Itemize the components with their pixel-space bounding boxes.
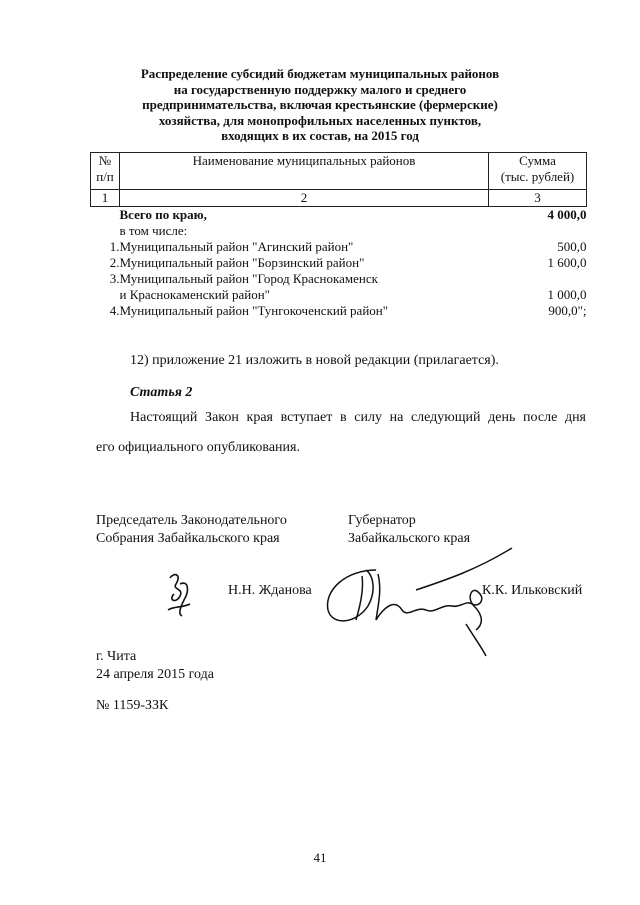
title-line: Распределение субсидий бюджетам муниципальных районов bbox=[140, 66, 500, 81]
table-row bbox=[91, 255, 587, 271]
date: 24 апреля 2015 года bbox=[96, 667, 214, 682]
total-label: Всего по краю, bbox=[119, 207, 207, 222]
column-number: 2 bbox=[120, 190, 489, 207]
row-sum: 1 000,0 bbox=[547, 287, 587, 302]
article-text-line: его официального опубликования. bbox=[96, 440, 300, 455]
table-header-row bbox=[91, 153, 587, 190]
header-number: № п/п bbox=[91, 153, 120, 190]
header-name: Наименование муниципальных районов bbox=[120, 153, 489, 190]
title-line: на государственную поддержку малого и среднего bbox=[173, 81, 467, 97]
row-number: 3. bbox=[109, 271, 120, 286]
row-sum: 900,0"; bbox=[548, 303, 587, 318]
header-sum: Сумма (тыс. рублей) bbox=[489, 153, 587, 190]
document-title bbox=[110, 66, 530, 144]
place: г. Чита bbox=[96, 649, 137, 664]
row-sum: 1 600,0 bbox=[547, 255, 587, 270]
title-line: хозяйства, для монопрофильных населенных пунктов, bbox=[158, 112, 482, 128]
governor-signature bbox=[316, 540, 526, 660]
total-value: 4 000,0 bbox=[547, 207, 587, 222]
row-number: 4. bbox=[109, 303, 120, 318]
table-row bbox=[91, 271, 587, 303]
chair-signature bbox=[160, 570, 200, 620]
total-row bbox=[91, 207, 587, 224]
row-number: 1. bbox=[109, 239, 120, 254]
chair-title: Председатель Законодательного Собрания Забайкальского края bbox=[96, 513, 287, 546]
distribution-table bbox=[90, 152, 587, 319]
governor-title: Губернатор Забайкальского края bbox=[348, 513, 471, 546]
chair-name: Н.Н. Жданова bbox=[228, 583, 312, 598]
row-number: 2. bbox=[109, 255, 120, 270]
row-sum: 500,0 bbox=[557, 239, 587, 254]
row-name: Муниципальный район "Тунгокоченский район" bbox=[119, 303, 389, 318]
row-name: Муниципальный район "Борзинский район" bbox=[119, 255, 365, 270]
title-line: предпринимательства, включая крестьянские (фермерские) bbox=[142, 97, 498, 112]
page-number: 41 bbox=[313, 850, 327, 865]
row-name: Муниципальный район "Город Краснокаменск и Краснокаменский район" bbox=[119, 271, 378, 302]
article-text-line: Настоящий Закон края вступает в силу на следующий день после дня bbox=[130, 410, 586, 425]
including-row bbox=[91, 223, 587, 239]
table-row bbox=[91, 303, 587, 319]
column-number: 3 bbox=[489, 190, 587, 207]
title-line: входящих в их состав, на 2015 год bbox=[221, 128, 419, 143]
table-row bbox=[91, 239, 587, 255]
governor-name: К.К. Ильковский bbox=[482, 583, 583, 598]
column-number: 1 bbox=[91, 190, 120, 207]
including-label: в том числе: bbox=[119, 223, 188, 238]
article-text bbox=[96, 403, 586, 463]
law-number: № 1159-ЗЗК bbox=[96, 698, 169, 713]
item-12-text: 12) приложение 21 изложить в новой редакции (прилагается). bbox=[130, 353, 499, 368]
row-name: Муниципальный район "Агинский район" bbox=[119, 239, 354, 254]
article-heading: Статья 2 bbox=[130, 385, 193, 400]
column-numbers-row bbox=[91, 190, 587, 207]
